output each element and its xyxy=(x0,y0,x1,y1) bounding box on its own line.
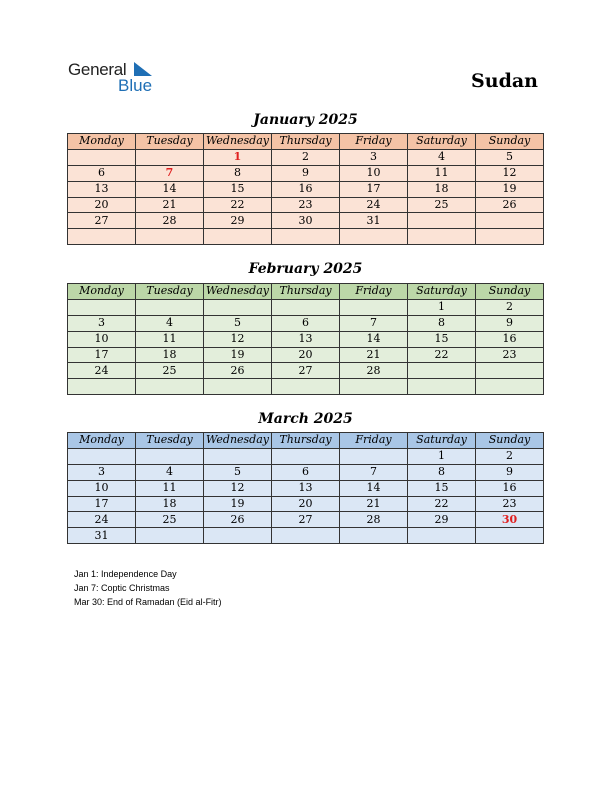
day-cell: 27 xyxy=(68,213,136,229)
weekday-header: Monday xyxy=(68,134,136,150)
holiday-note: Jan 7: Coptic Christmas xyxy=(74,583,170,593)
day-cell: 28 xyxy=(340,363,408,379)
day-cell: 3 xyxy=(340,149,408,165)
day-cell: 14 xyxy=(340,331,408,347)
week-row xyxy=(68,512,544,528)
calendar-january xyxy=(67,133,544,245)
day-cell: 31 xyxy=(68,528,136,544)
day-cell: 2 xyxy=(476,299,544,315)
day-cell xyxy=(136,229,204,245)
day-cell: 10 xyxy=(340,165,408,181)
week-row xyxy=(68,448,544,464)
day-cell: 14 xyxy=(340,480,408,496)
brand-name-blue: Blue xyxy=(118,76,153,95)
month-title-february: February 2025 xyxy=(248,261,363,277)
day-cell xyxy=(204,229,272,245)
day-cell xyxy=(272,229,340,245)
day-cell: 13 xyxy=(68,181,136,197)
day-cell: 8 xyxy=(408,315,476,331)
weekday-header: Thursday xyxy=(272,134,340,150)
day-cell xyxy=(68,299,136,315)
day-cell: 10 xyxy=(68,480,136,496)
day-cell: 28 xyxy=(136,213,204,229)
day-cell: 16 xyxy=(476,480,544,496)
weekday-header: Thursday xyxy=(272,433,340,449)
day-cell: 17 xyxy=(68,347,136,363)
day-cell: 1 xyxy=(204,149,272,165)
day-cell: 26 xyxy=(476,197,544,213)
day-cell: 26 xyxy=(204,363,272,379)
week-row xyxy=(68,331,544,347)
day-cell: 19 xyxy=(476,181,544,197)
day-cell: 1 xyxy=(408,299,476,315)
day-cell xyxy=(408,379,476,395)
day-cell xyxy=(68,448,136,464)
day-cell: 6 xyxy=(272,464,340,480)
day-cell: 26 xyxy=(204,512,272,528)
day-cell: 22 xyxy=(204,197,272,213)
day-cell: 19 xyxy=(204,496,272,512)
day-cell: 29 xyxy=(204,213,272,229)
day-cell: 15 xyxy=(408,331,476,347)
day-cell: 12 xyxy=(204,480,272,496)
weekday-header: Sunday xyxy=(476,284,544,300)
day-cell xyxy=(408,528,476,544)
day-cell xyxy=(340,379,408,395)
day-cell: 6 xyxy=(68,165,136,181)
week-row xyxy=(68,299,544,315)
week-row xyxy=(68,496,544,512)
day-cell: 5 xyxy=(204,464,272,480)
day-cell xyxy=(204,448,272,464)
week-row xyxy=(68,363,544,379)
day-cell: 20 xyxy=(272,347,340,363)
day-cell: 23 xyxy=(272,197,340,213)
day-cell: 3 xyxy=(68,464,136,480)
day-cell: 11 xyxy=(136,480,204,496)
country-title: Sudan xyxy=(471,70,538,92)
day-cell xyxy=(476,229,544,245)
day-cell: 31 xyxy=(340,213,408,229)
day-cell: 9 xyxy=(476,464,544,480)
day-cell: 7 xyxy=(136,165,204,181)
weekday-header: Sunday xyxy=(476,433,544,449)
day-cell: 7 xyxy=(340,315,408,331)
week-row xyxy=(68,347,544,363)
week-row xyxy=(68,315,544,331)
day-cell: 18 xyxy=(136,347,204,363)
week-row xyxy=(68,165,544,181)
weekday-header: Friday xyxy=(340,134,408,150)
weekday-header: Monday xyxy=(68,433,136,449)
day-cell: 23 xyxy=(476,347,544,363)
day-cell: 17 xyxy=(68,496,136,512)
day-cell: 24 xyxy=(340,197,408,213)
month-title-january: January 2025 xyxy=(253,112,358,128)
day-cell xyxy=(272,379,340,395)
day-cell xyxy=(136,299,204,315)
weekday-header: Thursday xyxy=(272,284,340,300)
calendar-march xyxy=(67,432,544,544)
week-row xyxy=(68,181,544,197)
day-cell: 13 xyxy=(272,331,340,347)
holiday-notes xyxy=(74,567,222,609)
day-cell xyxy=(340,299,408,315)
day-cell xyxy=(408,363,476,379)
day-cell: 7 xyxy=(340,464,408,480)
day-cell: 15 xyxy=(204,181,272,197)
weekday-header: Wednesday xyxy=(204,433,272,449)
day-cell xyxy=(136,379,204,395)
week-row xyxy=(68,480,544,496)
day-cell: 11 xyxy=(408,165,476,181)
day-cell: 28 xyxy=(340,512,408,528)
day-cell: 27 xyxy=(272,512,340,528)
day-cell: 24 xyxy=(68,512,136,528)
weekday-header-row xyxy=(68,284,544,300)
day-cell xyxy=(68,229,136,245)
day-cell: 3 xyxy=(68,315,136,331)
day-cell xyxy=(68,149,136,165)
weekday-header: Tuesday xyxy=(136,284,204,300)
day-cell: 21 xyxy=(136,197,204,213)
day-cell xyxy=(340,229,408,245)
week-row xyxy=(68,213,544,229)
day-cell: 13 xyxy=(272,480,340,496)
day-cell: 4 xyxy=(136,315,204,331)
day-cell: 23 xyxy=(476,496,544,512)
weekday-header: Tuesday xyxy=(136,433,204,449)
day-cell: 25 xyxy=(136,512,204,528)
day-cell: 17 xyxy=(340,181,408,197)
day-cell: 19 xyxy=(204,347,272,363)
day-cell: 21 xyxy=(340,496,408,512)
weekday-header: Saturday xyxy=(408,433,476,449)
day-cell: 25 xyxy=(136,363,204,379)
day-cell: 27 xyxy=(272,363,340,379)
day-cell: 20 xyxy=(68,197,136,213)
day-cell: 10 xyxy=(68,331,136,347)
day-cell xyxy=(272,528,340,544)
weekday-header: Saturday xyxy=(408,134,476,150)
day-cell: 12 xyxy=(204,331,272,347)
week-row xyxy=(68,229,544,245)
weekday-header: Sunday xyxy=(476,134,544,150)
day-cell xyxy=(340,528,408,544)
weekday-header: Wednesday xyxy=(204,284,272,300)
day-cell: 25 xyxy=(408,197,476,213)
day-cell xyxy=(68,379,136,395)
day-cell: 18 xyxy=(408,181,476,197)
weekday-header: Tuesday xyxy=(136,134,204,150)
day-cell xyxy=(136,149,204,165)
week-row xyxy=(68,528,544,544)
day-cell xyxy=(204,379,272,395)
weekday-header: Wednesday xyxy=(204,134,272,150)
day-cell: 15 xyxy=(408,480,476,496)
day-cell xyxy=(476,379,544,395)
week-row xyxy=(68,149,544,165)
calendar-february xyxy=(67,283,544,395)
day-cell: 16 xyxy=(476,331,544,347)
day-cell: 20 xyxy=(272,496,340,512)
day-cell: 24 xyxy=(68,363,136,379)
weekday-header: Friday xyxy=(340,284,408,300)
day-cell: 11 xyxy=(136,331,204,347)
day-cell xyxy=(136,448,204,464)
day-cell: 2 xyxy=(476,448,544,464)
weekday-header: Monday xyxy=(68,284,136,300)
day-cell: 16 xyxy=(272,181,340,197)
day-cell: 9 xyxy=(272,165,340,181)
day-cell: 5 xyxy=(204,315,272,331)
weekday-header-row xyxy=(68,134,544,150)
day-cell: 1 xyxy=(408,448,476,464)
day-cell xyxy=(204,528,272,544)
day-cell: 21 xyxy=(340,347,408,363)
day-cell xyxy=(340,448,408,464)
day-cell xyxy=(476,528,544,544)
day-cell xyxy=(476,213,544,229)
brand-name-general: General xyxy=(68,60,127,79)
day-cell xyxy=(272,448,340,464)
day-cell: 22 xyxy=(408,496,476,512)
day-cell xyxy=(408,213,476,229)
week-row xyxy=(68,464,544,480)
holiday-note: Jan 1: Independence Day xyxy=(74,569,177,579)
day-cell xyxy=(408,229,476,245)
day-cell xyxy=(136,528,204,544)
week-row xyxy=(68,197,544,213)
weekday-header: Friday xyxy=(340,433,408,449)
day-cell: 4 xyxy=(136,464,204,480)
day-cell: 29 xyxy=(408,512,476,528)
day-cell xyxy=(272,299,340,315)
holiday-note: Mar 30: End of Ramadan (Eid al-Fitr) xyxy=(74,597,222,607)
day-cell: 22 xyxy=(408,347,476,363)
weekday-header-row xyxy=(68,433,544,449)
day-cell: 5 xyxy=(476,149,544,165)
day-cell: 4 xyxy=(408,149,476,165)
day-cell: 30 xyxy=(272,213,340,229)
day-cell: 30 xyxy=(476,512,544,528)
day-cell: 14 xyxy=(136,181,204,197)
day-cell: 8 xyxy=(204,165,272,181)
brand-logo xyxy=(68,60,168,100)
month-title-march: March 2025 xyxy=(258,411,353,427)
day-cell: 18 xyxy=(136,496,204,512)
day-cell: 2 xyxy=(272,149,340,165)
week-row xyxy=(68,379,544,395)
day-cell xyxy=(204,299,272,315)
day-cell xyxy=(476,363,544,379)
day-cell: 6 xyxy=(272,315,340,331)
day-cell: 12 xyxy=(476,165,544,181)
day-cell: 9 xyxy=(476,315,544,331)
day-cell: 8 xyxy=(408,464,476,480)
weekday-header: Saturday xyxy=(408,284,476,300)
